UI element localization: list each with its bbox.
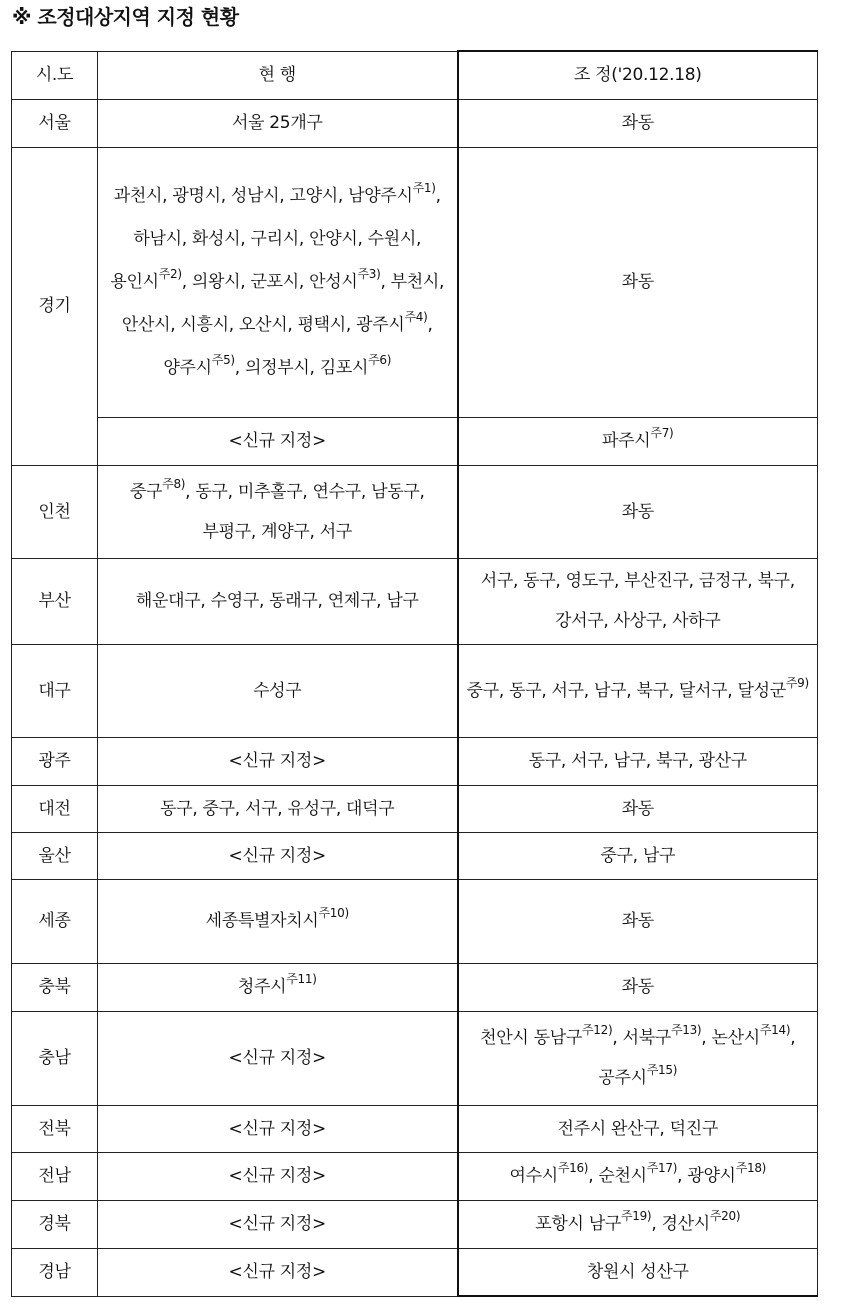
adjusted-cell: 서구, 동구, 영도구, 부산진구, 금정구, 북구, 강서구, 사상구, 사하구 (458, 558, 818, 644)
current-cell: <신규 지정> (98, 1248, 458, 1296)
table-row (12, 1152, 818, 1200)
table-row (12, 1011, 818, 1105)
table-row (12, 147, 818, 417)
table-row (12, 785, 818, 832)
adjusted-cell: 좌동 (458, 99, 818, 147)
table-row (12, 832, 818, 879)
current-cell: 청주시$^{주11)}$ (98, 963, 458, 1011)
current-cell: 세종특별자치시$^{주10)}$ (98, 879, 458, 963)
region-cell: 경기 (12, 147, 98, 465)
adjusted-cell: 중구, 남구 (458, 832, 818, 879)
adjusted-cell: 천안시 동남구$^{주12)}$, 서북구$^{주13)}$, 논산시$^{주14)}$, 공주시$^{주15)}$ (458, 1011, 818, 1105)
adjusted-cell: 좌동 (458, 963, 818, 1011)
page-title: ※ 조정대상지역 지정 현황 (12, 5, 239, 29)
header-region: 시.도 (12, 51, 98, 99)
current-cell: <신규 지정> (98, 1152, 458, 1200)
current-cell: <신규 지정> (98, 832, 458, 879)
adjusted-cell: 여수시$^{주16)}$, 순천시$^{주17)}$, 광양시$^{주18)}$ (458, 1152, 818, 1200)
adjusted-cell: 좌동 (458, 879, 818, 963)
current-cell: 동구, 중구, 서구, 유성구, 대덕구 (98, 785, 458, 832)
region-cell: 서울 (12, 99, 98, 147)
current-cell: <신규 지정> (98, 417, 458, 465)
region-cell: 전북 (12, 1105, 98, 1152)
current-cell: <신규 지정> (98, 1011, 458, 1105)
table-header-row (12, 51, 818, 99)
region-cell: 대전 (12, 785, 98, 832)
current-cell: 서울 25개구 (98, 99, 458, 147)
current-cell: 해운대구, 수영구, 동래구, 연제구, 남구 (98, 558, 458, 644)
table-row (12, 879, 818, 963)
adjusted-cell: 파주시$^{주7)}$ (458, 417, 818, 465)
adjusted-cell: 좌동 (458, 147, 818, 417)
table-row (12, 1200, 818, 1248)
table-row (12, 99, 818, 147)
adjusted-cell: 중구, 동구, 서구, 남구, 북구, 달서구, 달성군$^{주9)}$ (458, 644, 818, 737)
current-cell: <신규 지정> (98, 1200, 458, 1248)
table-row (12, 737, 818, 785)
designation-table (11, 50, 818, 1297)
table-row (12, 1105, 818, 1152)
region-cell: 대구 (12, 644, 98, 737)
adjusted-cell: 좌동 (458, 785, 818, 832)
current-cell: 과천시, 광명시, 성남시, 고양시, 남양주시$^{주1)}$, 하남시, 화성시, 구리시, 안양시, 수원시, 용인시$^{주2)}$, 의왕시, 군포시, 안성시$^{주3)}$, 부천시, 안산시, 시흥시, 오산시, 평택시, 광주시$^{주4)}$, 양주시$^{주5)}$, 의정부시, 김포시$^{주6)}$ (98, 147, 458, 417)
table-row (12, 1248, 818, 1296)
region-cell: 울산 (12, 832, 98, 879)
table-row (12, 963, 818, 1011)
region-cell: 세종 (12, 879, 98, 963)
region-cell: 경남 (12, 1248, 98, 1296)
adjusted-cell: 동구, 서구, 남구, 북구, 광산구 (458, 737, 818, 785)
table-row (12, 465, 818, 558)
adjusted-cell: 좌동 (458, 465, 818, 558)
header-adjusted: 조 정('20.12.18) (458, 51, 818, 99)
adjusted-cell: 포항시 남구$^{주19)}$, 경산시$^{주20)}$ (458, 1200, 818, 1248)
region-cell: 부산 (12, 558, 98, 644)
adjusted-cell: 창원시 성산구 (458, 1248, 818, 1296)
region-cell: 인천 (12, 465, 98, 558)
region-cell: 광주 (12, 737, 98, 785)
current-cell: <신규 지정> (98, 1105, 458, 1152)
table-row (12, 558, 818, 644)
current-cell: 중구$^{주8)}$, 동구, 미추홀구, 연수구, 남동구, 부평구, 계양구, 서구 (98, 465, 458, 558)
table-row (12, 644, 818, 737)
region-cell: 전남 (12, 1152, 98, 1200)
adjusted-cell: 전주시 완산구, 덕진구 (458, 1105, 818, 1152)
region-cell: 충남 (12, 1011, 98, 1105)
current-cell: <신규 지정> (98, 737, 458, 785)
region-cell: 경북 (12, 1200, 98, 1248)
current-cell: 수성구 (98, 644, 458, 737)
region-cell: 충북 (12, 963, 98, 1011)
table-row (12, 417, 818, 465)
header-current: 현 행 (98, 51, 458, 99)
